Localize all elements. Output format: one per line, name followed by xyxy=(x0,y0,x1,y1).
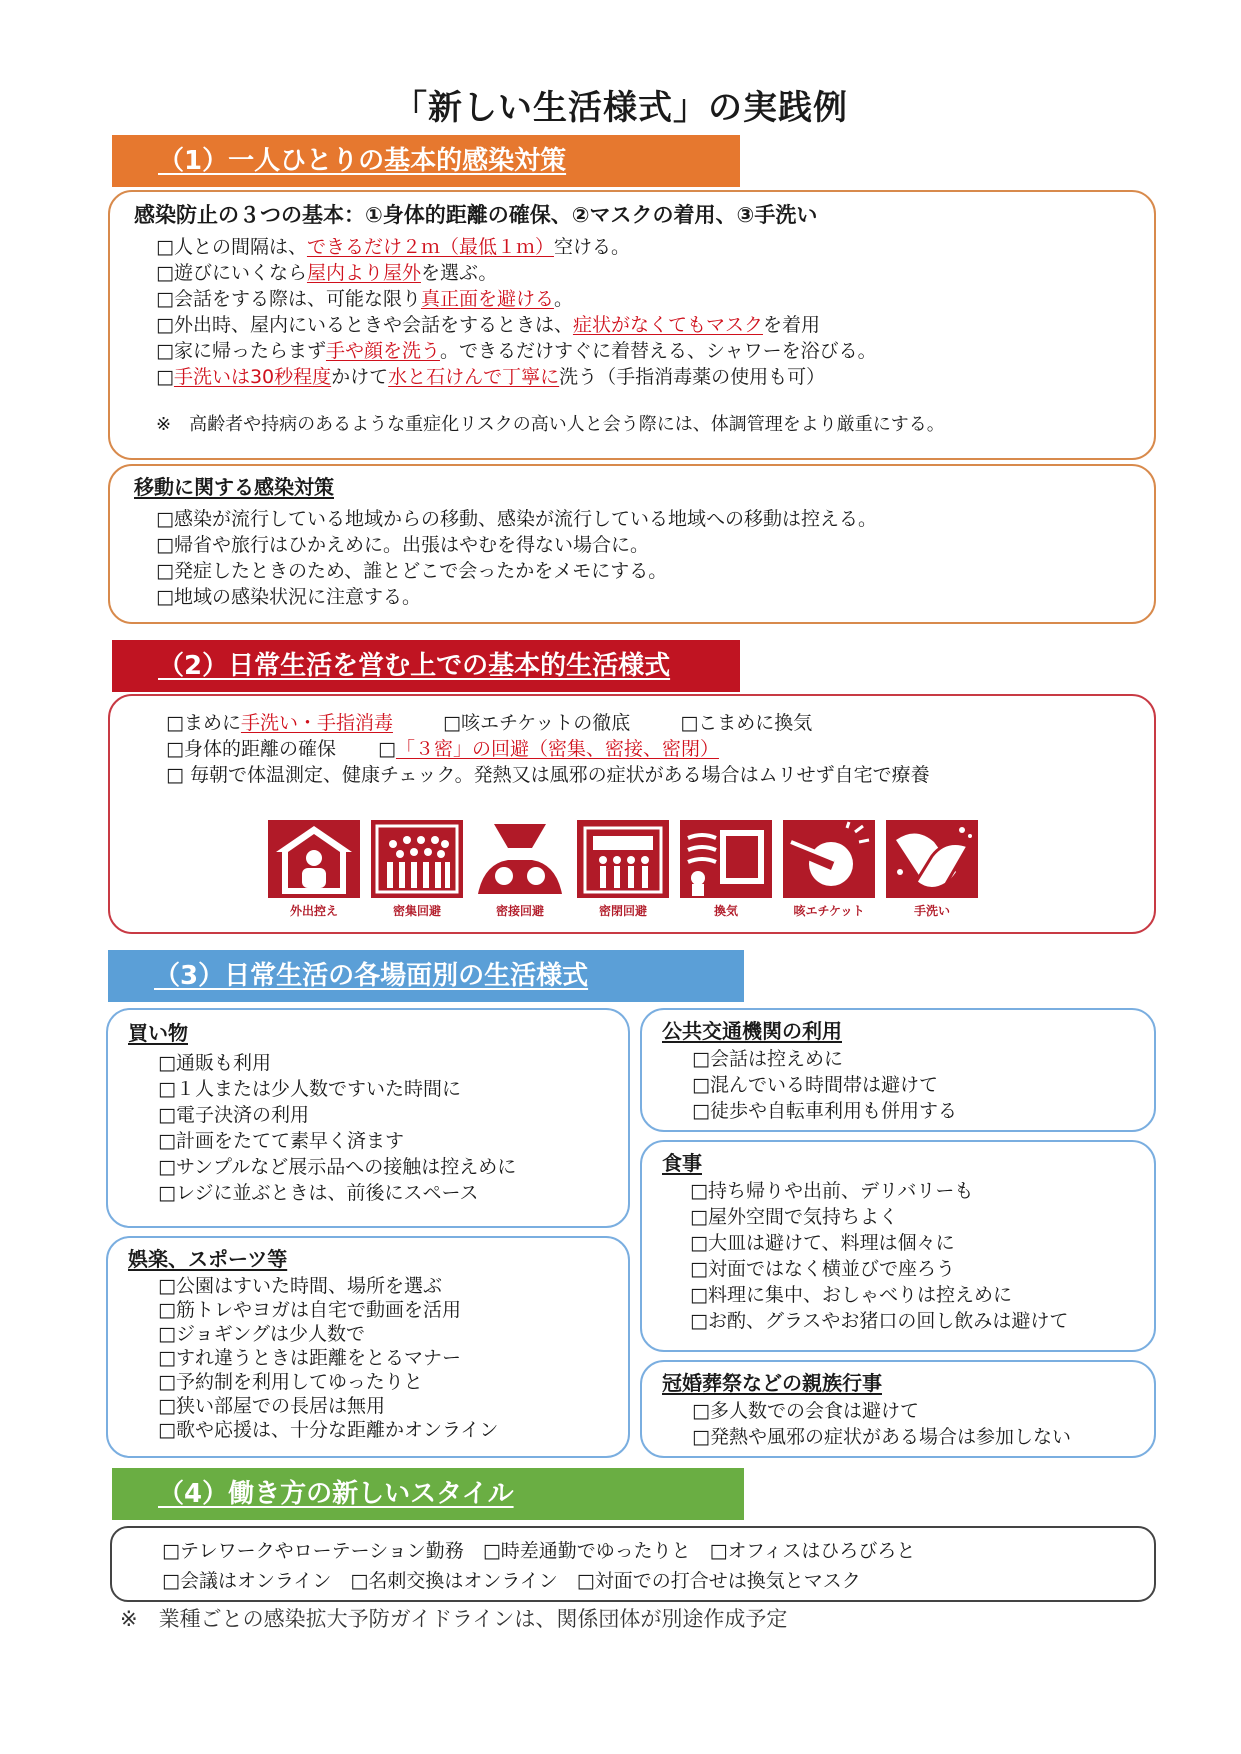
shopping-heading: 買い物 xyxy=(128,1021,188,1045)
hand-washing-pictogram xyxy=(886,820,978,920)
work-style-row1: □テレワークやローテーション勤務 □時差通勤でゆったりと □オフィスはひろびろと xyxy=(162,1540,916,1562)
list-item: □公園はすいた時間、場所を選ぶ xyxy=(158,1275,442,1297)
stay-home-pictogram xyxy=(268,820,360,920)
daily-life-line3: □ 毎朝で体温測定、健康チェック。発熱又は風邪の症状がある場合はムリせず自宅で療養 xyxy=(166,764,930,786)
leisure-heading: 娯楽、スポーツ等 xyxy=(128,1247,288,1271)
list-item: □通販も利用 xyxy=(158,1052,271,1074)
transit-list xyxy=(662,1046,1154,1124)
avoid-crowds-pictogram xyxy=(371,820,463,920)
icon-label: 密接回避 xyxy=(495,904,544,918)
list-item: □発症したときのため、誰とどこで会ったかをメモにする。 xyxy=(156,560,668,582)
shopping-box xyxy=(106,1008,630,1228)
avoid-close-contact-pictogram xyxy=(474,820,566,920)
icon-label: 咳エチケット xyxy=(793,904,865,918)
list-item: □屋外空間で気持ちよく xyxy=(690,1206,898,1228)
list-item: □徒歩や自転車利用も併用する xyxy=(692,1100,957,1122)
list-item: □計画をたてて素早く済ます xyxy=(158,1130,404,1152)
basic-measures-list xyxy=(134,234,1154,390)
movement-box xyxy=(108,464,1156,624)
list-item: □筋トレやヨガは自宅で動画を活用 xyxy=(158,1299,461,1321)
icon-label: 手洗い xyxy=(913,904,950,918)
meals-list xyxy=(662,1178,1154,1334)
section2-header: （2）日常生活を営む上での基本的生活様式 xyxy=(112,640,740,692)
icon-label: 外出控え xyxy=(289,904,338,918)
list-item: □遊びにいくなら屋内より屋外を選ぶ。 xyxy=(156,262,498,284)
section3-header: （3）日常生活の各場面別の生活様式 xyxy=(108,950,744,1002)
daily-life-line1: □まめに手洗い・手指消毒 □咳エチケットの徹底 □こまめに換気 xyxy=(166,712,813,734)
leisure-box xyxy=(106,1236,630,1458)
transit-box xyxy=(640,1008,1156,1132)
list-item: □予約制を利用してゆったりと xyxy=(158,1371,423,1393)
list-item: □狭い部屋での長居は無用 xyxy=(158,1395,385,1417)
ventilation-pictogram xyxy=(680,820,772,920)
list-item: □家に帰ったらまず手や顔を洗う。できるだけすぐに着替える、シャワーを浴びる。 xyxy=(156,340,877,362)
avoid-closed-spaces-pictogram xyxy=(577,820,669,920)
list-item: □大皿は避けて、料理は個々に xyxy=(690,1232,955,1254)
list-item: □電子決済の利用 xyxy=(158,1104,309,1126)
section4-header: （4）働き方の新しいスタイル xyxy=(112,1468,744,1520)
footnote: ※ 業種ごとの感染拡大予防ガイドラインは、関係団体が別途作成予定 xyxy=(120,1607,788,1631)
page-title: 「新しい生活様式」の実践例 xyxy=(393,88,848,128)
list-item: □混んでいる時間帯は避けて xyxy=(692,1074,938,1096)
closed-space-icon xyxy=(577,820,669,898)
ceremony-heading: 冠婚葬祭などの親族行事 xyxy=(662,1371,882,1395)
list-item: □帰省や旅行はひかえめに。出張はやむを得ない場合に。 xyxy=(156,534,649,556)
list-item: □多人数での会食は避けて xyxy=(692,1400,919,1422)
list-item: □感染が流行している地域からの移動、感染が流行している地域への移動は控える。 xyxy=(156,508,877,530)
work-style-row2: □会議はオンライン □名刺交換はオンライン □対面での打合せは換気とマスク xyxy=(162,1570,861,1592)
house-icon xyxy=(268,820,360,898)
basic-measures-box xyxy=(108,190,1156,460)
close-contact-icon xyxy=(474,820,566,898)
list-item: □サンプルなど展示品への接触は控えめに xyxy=(158,1156,517,1178)
icon-label: 密閉回避 xyxy=(598,904,647,918)
list-item: □ジョギングは少人数で xyxy=(158,1323,366,1345)
shopping-list xyxy=(128,1050,628,1206)
list-item: □人との間隔は、できるだけ２ｍ（最低１ｍ）空ける。 xyxy=(156,236,630,258)
transit-heading: 公共交通機関の利用 xyxy=(662,1019,842,1043)
leisure-list xyxy=(128,1274,628,1442)
pictogram-row xyxy=(268,820,980,920)
daily-life-line2: □身体的距離の確保 □「３密」の回避（密集、密接、密閉） xyxy=(166,738,719,760)
meals-box xyxy=(640,1140,1156,1352)
movement-list xyxy=(134,506,1154,610)
list-item: □対面ではなく横並びで座ろう xyxy=(690,1258,955,1280)
list-item: □持ち帰りや出前、デリバリーも xyxy=(690,1180,974,1202)
list-item: □すれ違うときは距離をとるマナー xyxy=(158,1347,461,1369)
meals-heading: 食事 xyxy=(662,1151,702,1175)
ceremony-list xyxy=(662,1398,1154,1450)
list-item: □発熱や風邪の症状がある場合は参加しない xyxy=(692,1426,1071,1448)
list-item: □１人または少人数ですいた時間に xyxy=(158,1078,461,1100)
hand-wash-icon xyxy=(886,820,978,898)
list-item: □歌や応援は、十分な距離かオンライン xyxy=(158,1419,499,1441)
list-item: □会話は控えめに xyxy=(692,1048,843,1070)
cough-icon xyxy=(783,820,875,898)
list-item: □会話をする際は、可能な限り真正面を避ける。 xyxy=(156,288,573,310)
list-item: □手洗いは30秒程度かけて水と石けんで丁寧に洗う（手指消毒薬の使用も可） xyxy=(156,366,826,388)
icon-label: 換気 xyxy=(713,904,738,918)
section1-header: （1）一人ひとりの基本的感染対策 xyxy=(112,135,740,187)
list-item: □レジに並ぶときは、前後にスペース xyxy=(158,1182,479,1204)
list-item: □外出時、屋内にいるときや会話をするときは、症状がなくてもマスクを着用 xyxy=(156,314,820,336)
list-item: □お酌、グラスやお猪口の回し飲みは避けて xyxy=(690,1310,1069,1332)
movement-heading: 移動に関する感染対策 xyxy=(134,475,334,499)
basic-measures-heading: 感染防止の３つの基本：①身体的距離の確保、②マスクの着用、③手洗い xyxy=(134,203,818,227)
basic-measures-note: ※ 高齢者や持病のあるような重症化リスクの高い人と会う際には、体調管理をより厳重にする。 xyxy=(156,414,945,435)
work-style-box xyxy=(110,1526,1156,1602)
window-vent-icon xyxy=(680,820,772,898)
cough-etiquette-pictogram xyxy=(783,820,875,920)
ceremony-box xyxy=(640,1360,1156,1458)
list-item: □地域の感染状況に注意する。 xyxy=(156,586,421,608)
icon-label: 密集回避 xyxy=(392,904,441,918)
crowd-icon xyxy=(371,820,463,898)
list-item: □料理に集中、おしゃべりは控えめに xyxy=(690,1284,1012,1306)
